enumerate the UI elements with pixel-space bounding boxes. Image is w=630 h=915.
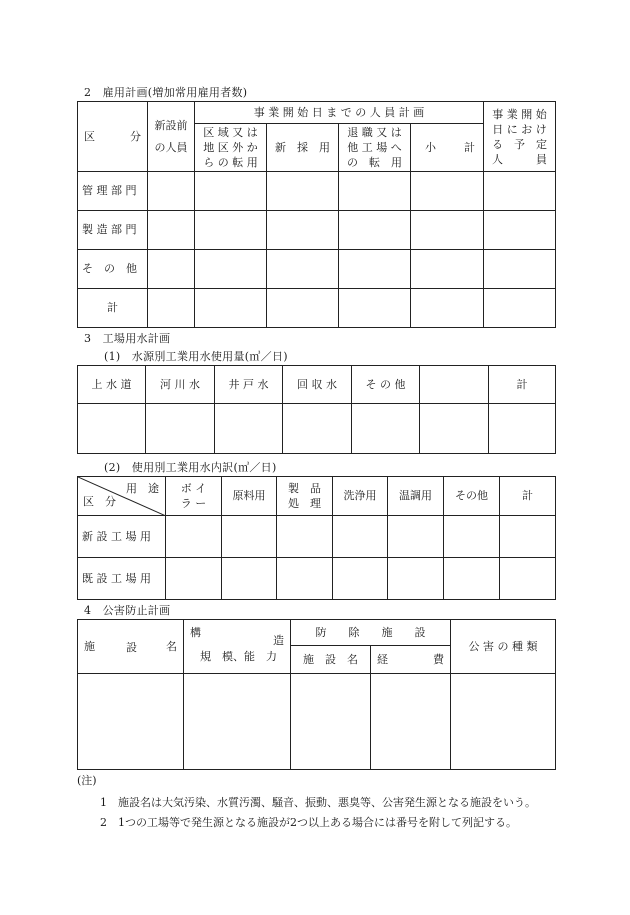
col-header: 製 品 処 理: [277, 477, 333, 516]
col-header: 回 収 水: [283, 366, 352, 404]
row-label: 既 設 工 場 用: [78, 558, 166, 600]
col-header: 原料用: [222, 477, 277, 516]
header-subtotal: 小 計: [411, 124, 484, 172]
col-header: [420, 366, 489, 404]
header-transfer-retire: 退 職 又 は 他 工 場 へ の 転 用: [339, 124, 411, 172]
pollution-prevention-table: [77, 619, 556, 770]
header-facility-name: 施 名 設: [78, 620, 184, 674]
table-row: [78, 516, 556, 558]
table-row: [78, 404, 556, 454]
row-label: 製 造 部 門: [78, 211, 148, 250]
col-header: 計: [489, 366, 556, 404]
header-prevention: 防 除 施 設: [291, 620, 451, 646]
section3-heading: 3 工場用水計画: [84, 332, 171, 345]
header-prev-cost: 経 費: [371, 646, 451, 674]
header-planned-staff: 事 業 開 始 日 に お け る 予 定 人 員: [484, 102, 556, 172]
header-transfer-area: 区 域 又 は 地 区 外 か ら の 転 用: [195, 124, 267, 172]
notes-label: (注): [77, 774, 97, 787]
col-header: 河 川 水: [146, 366, 215, 404]
col-header: 温調用: [388, 477, 444, 516]
table-row: [78, 674, 556, 770]
corner-cell: 用 途 区 分: [78, 477, 166, 516]
row-label: 計: [78, 289, 148, 328]
col-header: 洗浄用: [333, 477, 388, 516]
header-prev-name: 施 設 名: [291, 646, 371, 674]
table-row: [78, 211, 556, 250]
table-row: [78, 172, 556, 211]
col-header: 計: [500, 477, 556, 516]
header-new-hire: 新 採 用: [267, 124, 339, 172]
row-label: 新 設 工 場 用: [78, 516, 166, 558]
header-before-setup: 新設前 の人員: [148, 102, 195, 172]
water-source-table: [77, 365, 556, 454]
col-header: その他: [444, 477, 500, 516]
section4-heading: 4 公害防止計画: [84, 604, 171, 617]
col-header: ボ イ ラ ー: [166, 477, 222, 516]
section2-heading: 2 雇用計画(増加常用雇用者数): [84, 86, 248, 99]
header-pollution-type: 公 害 の 種 類: [451, 620, 556, 674]
col-header: 上 水 道: [78, 366, 146, 404]
table-row: [78, 250, 556, 289]
employment-plan-table: [77, 101, 556, 328]
row-label: 管 理 部 門: [78, 172, 148, 211]
section3-sub2-heading: (2) 使用別工業用水内訳(㎥／日): [104, 461, 277, 474]
note-item: 1 施設名は大気汚染、水質汚濁、騒音、振動、悪臭等、公害発生源となる施設をいう。: [100, 796, 536, 809]
water-usage-table: [77, 476, 556, 600]
col-header: 井 戸 水: [215, 366, 283, 404]
header-plan-group: 事 業 開 始 日 ま で の 人 員 計 画: [195, 102, 484, 124]
row-label: そ の 他: [78, 250, 148, 289]
section3-sub1-heading: (1) 水源別工業用水使用量(㎥／日): [104, 350, 288, 363]
note-item: 2 1つの工場等で発生源となる施設が2つ以上ある場合には番号を附して列記する。: [100, 816, 517, 829]
header-kubun: 区 分: [78, 102, 148, 172]
header-structure: 構 造 規 模、能 力: [184, 620, 291, 674]
table-row: [78, 558, 556, 600]
table-row: [78, 289, 556, 328]
col-header: そ の 他: [352, 366, 420, 404]
